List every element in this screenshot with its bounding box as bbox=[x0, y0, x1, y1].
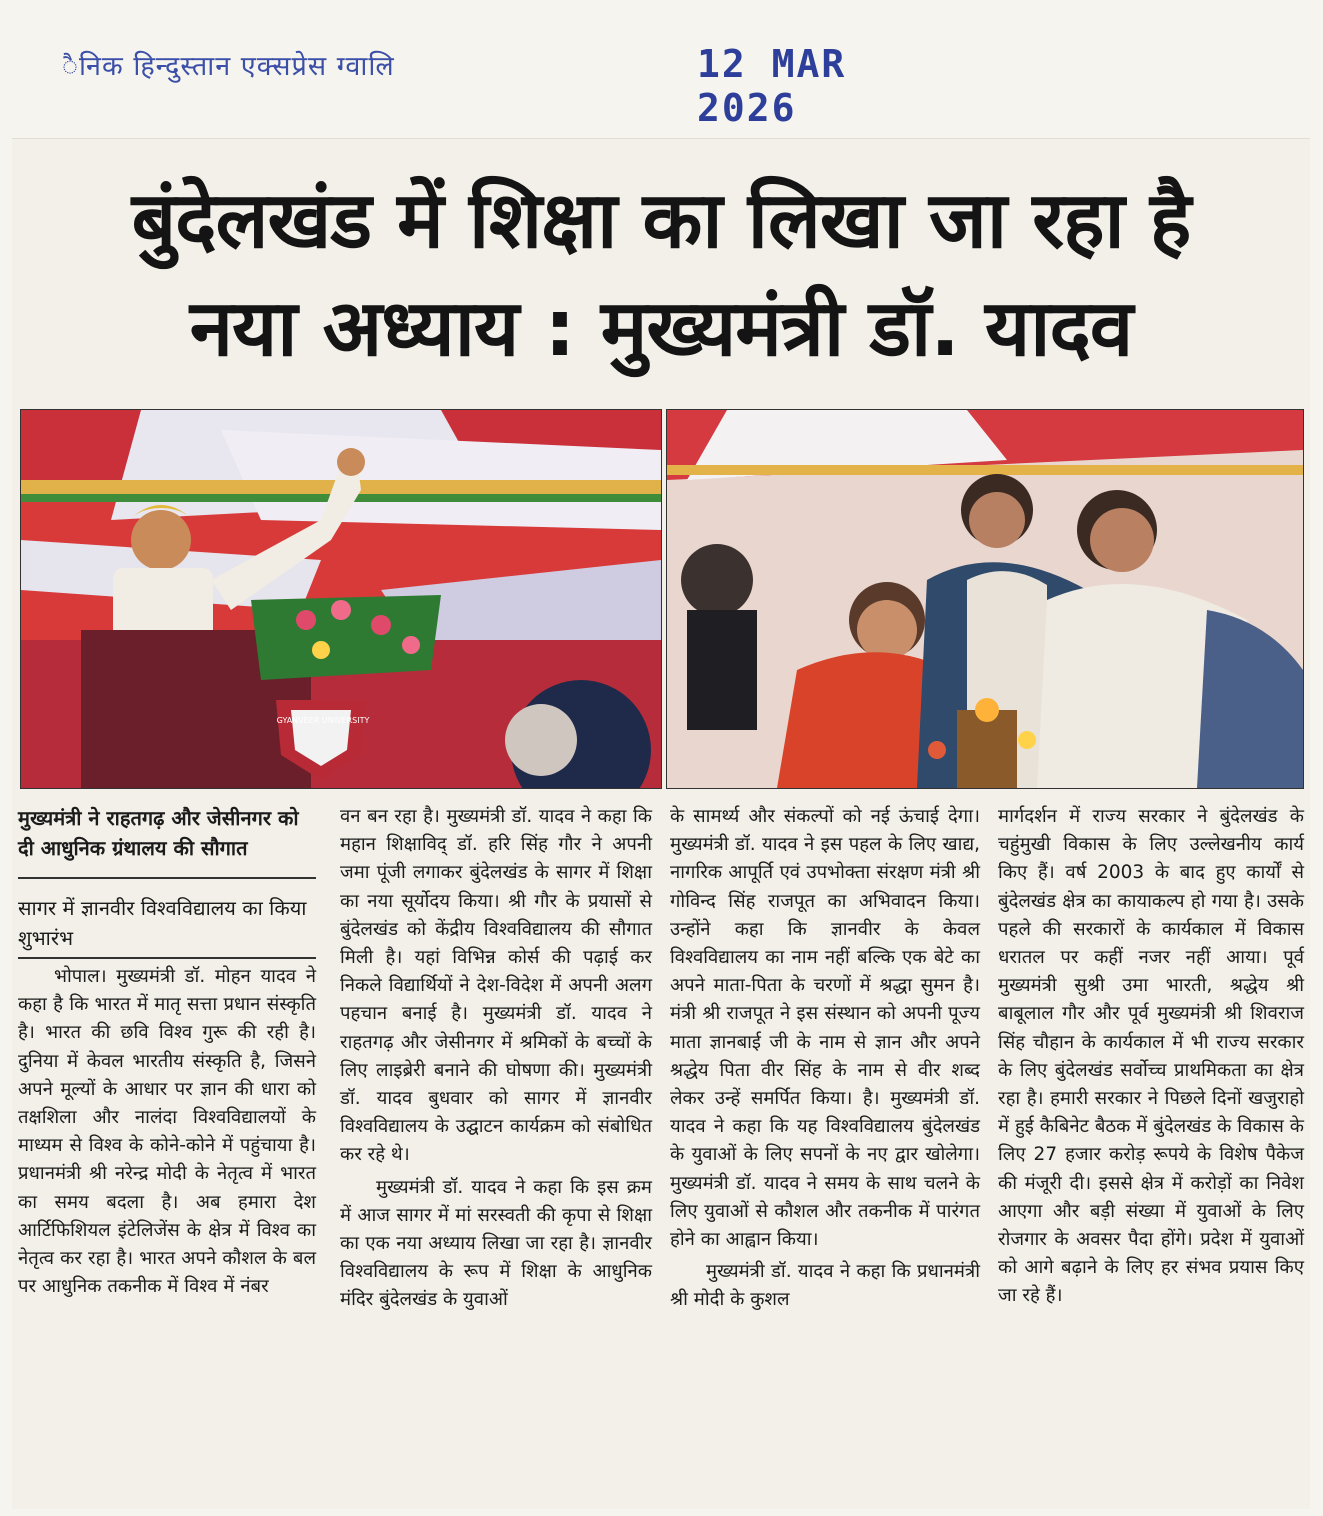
article-paragraph: के सामर्थ्य और संकल्पों को नई ऊंचाई देगा। मुख्यमंत्री डॉ. यादव ने इस पहल के लिए खाद्य, नागरिक आपूर्ति एवं उपभोक्ता संरक्षण मंत्री श्री गोविन्द सिंह राजपूत का अभिवादन किया। उन्होंने कहा कि ज्ञानवीर के केवल विश्वविद्यालय का नाम नहीं बल्कि एक बेटे का अपने माता-पिता के चरणों में श्रद्धा सुमन है। मंत्री श्री राजपूत ने इस संस्थान को अपनी पूज्य माता ज्ञानबाई जी के नाम से ज्ञान और अपने श्रद्धेय पिता वीर सिंह के नाम से वीर शब्द लेकर उन्हें समर्पित किया। है। मुख्यमंत्री डॉ. यादव ने कहा कि यह विश्वविद्यालय बुंदेलखंड के युवाओं के लिए सपनों के नए द्वार खोलेगा। मुख्यमंत्री डॉ. यादव ने समय के साथ चलने के लिए युवाओं से कौशल और तकनीक में पारंगत होने का आह्वान किया। bbox=[670, 806, 980, 1251]
article-paragraph: मार्गदर्शन में राज्य सरकार ने बुंदेलखंड के चहुंमुखी विकास के लिए उल्लेखनीय कार्य किए हैं। वर्ष 2003 के बाद हुए कार्यों से बुंदेलखंड क्षेत्र का कायाकल्प हो गया है। उसके पहले की सरकारों के कार्यकाल में विकास धरातल पर कहीं नजर नहीं आया। पूर्व मुख्यमंत्री सुश्री उमा भारती, श्रद्धेय श्री बाबूलाल गौर और पूर्व मुख्यमंत्री श्री शिवराज सिंह चौहान के कार्यकाल में भी राज्य सरकार के लिए बुंदेलखंड सर्वोच्च प्राथमिकता का क्षेत्र रहा है। हमारी सरकार ने पिछले दिनों खजुराहो में हुई कैबिनेट बैठक में बुंदेलखंड के विकास के लिए 27 हजार करोड़ रूपये के विशेष पैकेज की मंजूरी दी। इससे क्षेत्र में करोड़ों का निवेश आएगा और बड़ी संख्या में युवाओं के लिए रोजगार के अवसर पैदा होंगे। प्रदेश में युवाओं को आगे बढ़ाने के लिए हर संभव प्रयास किए जा रहे हैं। bbox=[998, 806, 1304, 1307]
article-column-4 bbox=[998, 803, 1304, 1311]
photo-lamp-lighting bbox=[666, 409, 1304, 789]
article-paragraph: वन बन रहा है। मुख्यमंत्री डॉ. यादव ने कहा कि महान शिक्षाविद् डॉ. हरि सिंह गौर ने अपनी जमा पूंजी लगाकर बुंदेलखंड के सागर में शिक्षा का नया सूर्योदय किया। श्री गौर के प्रयासों से बुंदेलखंड को केंद्रीय विश्वविद्यालय की सौगात मिली है। यहां विभिन्न कोर्स की पढ़ाई कर निकले विद्यार्थियों ने देश-विदेश में अपनी अलग पहचान बनाई है। मुख्यमंत्री डॉ. यादव ने राहतगढ़ और जेसीनगर में श्रमिकों के बच्चों के लिए लाइब्रेरी बनाने की घोषणा की। मुख्यमंत्री डॉ. यादव बुधवार को सागर में ज्ञानवीर विश्वविद्यालय के उद्घाटन कार्यक्रम को संबोधित कर रहे थे। bbox=[340, 806, 652, 1166]
subheading-university: सागर में ज्ञानवीर विश्वविद्यालय का किया शुभारंभ bbox=[18, 879, 316, 959]
headline-line-2: नया अध्याय : मुख्यमंत्री डॉ. यादव bbox=[189, 284, 1133, 374]
news-clipping bbox=[12, 138, 1310, 1509]
university-sign-text: GYANVEER UNIVERSITY bbox=[276, 716, 370, 725]
article-paragraph: भोपाल। मुख्यमंत्री डॉ. मोहन यादव ने कहा है कि भारत में मातृ सत्ता प्रधान संस्कृति है। भारत की छवि विश्व गुरू की रही है। दुनिया में केवल भारतीय संस्कृति है, जिसने अपने मूल्यों के आधार पर ज्ञान की धारा को तक्षशिला और नालंदा विश्वविद्यालयों के माध्यम से विश्व के कोने-कोने में पहुंचाया है। प्रधानमंत्री श्री नरेन्द्र मोदी के नेतृत्व में भारत का समय बदला है। अब हमारा देश आर्टिफिशियल इंटेलिजेंस के क्षेत्र में विश्व का नेतृत्व कर रहा है। भारत अपने कौशल के बल पर आधुनिक तकनीक में विश्व में नंबर bbox=[18, 966, 316, 1298]
photo-lamp-illustration bbox=[667, 410, 1303, 788]
photo-speech-at-podium bbox=[20, 409, 662, 789]
article-column-1 bbox=[18, 803, 316, 1301]
headline-line-1: बुंदेलखंड में शिक्षा का लिखा जा रहा है bbox=[131, 176, 1191, 266]
newspaper-name-stamp: ैनिक हिन्दुस्तान एक्सप्रेस ग्वालि bbox=[62, 51, 395, 82]
article-column-3 bbox=[670, 803, 980, 1315]
headline bbox=[12, 167, 1310, 383]
article-paragraph: मुख्यमंत्री डॉ. यादव ने कहा कि इस क्रम में आज सागर में मां सरस्वती की कृपा से शिक्षा का एक नया अध्याय लिखा जा रहा है। ज्ञानवीर विश्वविद्यालय के रूप में शिक्षा के आधुनिक मंदिर बुंदेलखंड के युवाओं bbox=[340, 1176, 652, 1311]
masthead bbox=[62, 38, 962, 130]
article-column-2 bbox=[340, 803, 652, 1315]
subheading-library: मुख्यमंत्री ने राहतगढ़ और जेसीनगर को दी आधुनिक ग्रंथालय की सौगात bbox=[18, 803, 316, 879]
date-stamp: 12 MAR 2026 bbox=[697, 42, 847, 130]
photo-speech-illustration bbox=[21, 410, 661, 788]
article-paragraph: मुख्यमंत्री डॉ. यादव ने कहा कि प्रधानमंत्री श्री मोदी के कुशल bbox=[670, 1261, 980, 1311]
